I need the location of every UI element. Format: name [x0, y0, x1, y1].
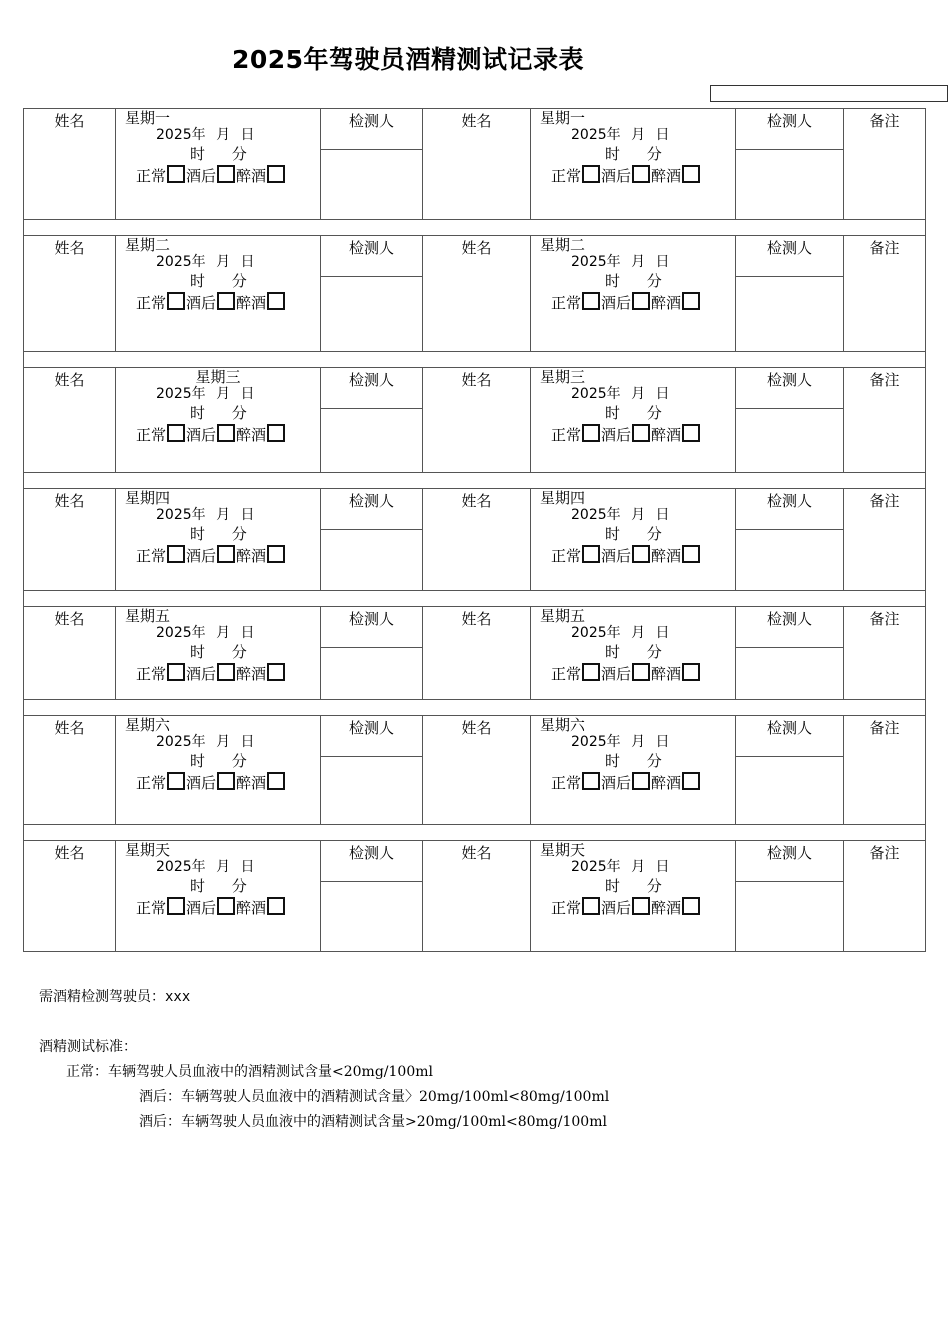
inspector-sign-cell[interactable]	[736, 882, 844, 952]
inspector-label: 检测人	[348, 112, 394, 130]
weekday-label: 星期二	[125, 236, 171, 254]
remark-cell	[844, 841, 926, 952]
standard-after-drink-line	[139, 1086, 609, 1106]
status-line	[116, 895, 320, 921]
status-line	[531, 770, 735, 796]
test-info-cell[interactable]	[531, 236, 736, 352]
date-line: 2025年 月 日	[571, 859, 670, 875]
inspector-header-cell	[736, 109, 844, 150]
drunk-checkbox[interactable]	[682, 165, 700, 183]
status-line	[531, 290, 735, 316]
time-line: 时 分	[190, 752, 247, 770]
driver-line	[39, 986, 190, 1006]
status-line	[116, 422, 320, 448]
normal-label: 正常	[551, 167, 582, 185]
normal-checkbox[interactable]	[167, 663, 185, 681]
name-header-cell	[24, 236, 116, 352]
date-line: 2025年 月 日	[571, 127, 670, 143]
inspector-sign-cell[interactable]	[736, 409, 844, 473]
normal-checkbox[interactable]	[582, 897, 600, 915]
drunk-checkbox[interactable]	[267, 424, 285, 442]
after-drink-label: 酒后	[186, 167, 217, 185]
document-number-field[interactable]	[710, 85, 948, 102]
drunk-checkbox[interactable]	[682, 292, 700, 310]
test-info-cell[interactable]	[116, 716, 321, 825]
drunk-label: 醉酒	[236, 426, 267, 444]
drunk-checkbox[interactable]	[682, 897, 700, 915]
standard-drunk-value: >20mg/100ml<80mg/100ml	[405, 1114, 607, 1130]
inspector-label: 检测人	[766, 371, 812, 389]
row-spacer	[24, 220, 926, 236]
drunk-label: 醉酒	[236, 167, 267, 185]
normal-checkbox[interactable]	[582, 772, 600, 790]
after-drink-checkbox[interactable]	[217, 663, 235, 681]
remark-label: 备注	[869, 719, 900, 737]
name-label: 姓名	[461, 610, 492, 628]
drunk-checkbox[interactable]	[267, 545, 285, 563]
time-line: 时 分	[605, 643, 662, 661]
normal-checkbox[interactable]	[167, 545, 185, 563]
driver-label: 需酒精检测驾驶员：	[39, 989, 165, 1005]
drunk-label: 醉酒	[236, 899, 267, 917]
page-title: 2025年驾驶员酒精测试记录表	[231, 45, 585, 74]
normal-label: 正常	[136, 547, 167, 565]
inspector-sign-cell[interactable]	[736, 277, 844, 352]
record-row	[24, 368, 926, 409]
weekday-label: 星期五	[125, 607, 171, 625]
record-row	[24, 841, 926, 882]
remark-cell	[844, 607, 926, 700]
inspector-label: 检测人	[348, 239, 394, 257]
name-label: 姓名	[461, 719, 492, 737]
name-label: 姓名	[461, 371, 492, 389]
after-drink-checkbox[interactable]	[632, 663, 650, 681]
normal-label: 正常	[136, 294, 167, 312]
name-label: 姓名	[461, 112, 492, 130]
after-drink-label: 酒后	[601, 547, 632, 565]
name-header-cell	[423, 716, 531, 825]
time-line: 时 分	[190, 145, 247, 163]
normal-label: 正常	[136, 665, 167, 683]
name-header-cell	[423, 236, 531, 352]
normal-label: 正常	[551, 665, 582, 683]
drunk-checkbox[interactable]	[267, 165, 285, 183]
inspector-sign-cell[interactable]	[321, 648, 423, 700]
inspector-sign-cell[interactable]	[321, 757, 423, 825]
after-drink-label: 酒后	[186, 665, 217, 683]
after-drink-label: 酒后	[186, 294, 217, 312]
remark-label: 备注	[869, 844, 900, 862]
after-drink-checkbox[interactable]	[632, 165, 650, 183]
inspector-header-cell	[321, 368, 423, 409]
after-drink-checkbox[interactable]	[632, 424, 650, 442]
status-line	[531, 422, 735, 448]
after-drink-checkbox[interactable]	[632, 772, 650, 790]
drunk-label: 醉酒	[651, 426, 682, 444]
date-line: 2025年 月 日	[156, 127, 255, 143]
after-drink-label: 酒后	[601, 294, 632, 312]
time-line: 时 分	[190, 272, 247, 290]
row-spacer	[24, 352, 926, 368]
after-drink-checkbox[interactable]	[632, 897, 650, 915]
drunk-label: 醉酒	[651, 294, 682, 312]
inspector-sign-cell[interactable]	[736, 757, 844, 825]
inspector-sign-cell[interactable]	[736, 648, 844, 700]
test-info-cell[interactable]	[116, 841, 321, 952]
inspector-header-cell	[321, 716, 423, 757]
standard-after-drink-value: 〉20mg/100ml<80mg/100ml	[405, 1089, 610, 1105]
after-drink-label: 酒后	[186, 774, 217, 792]
normal-label: 正常	[551, 294, 582, 312]
weekday-label: 星期一	[540, 109, 586, 127]
inspector-label: 检测人	[348, 371, 394, 389]
standard-drunk-label: 酒后：车辆驾驶人员血液中的酒精测试含量	[139, 1114, 405, 1130]
name-header-cell	[423, 489, 531, 591]
drunk-checkbox[interactable]	[682, 424, 700, 442]
name-label: 姓名	[54, 492, 85, 510]
inspector-header-cell	[321, 841, 423, 882]
row-spacer	[24, 473, 926, 489]
inspector-label: 检测人	[766, 239, 812, 257]
remark-cell	[844, 236, 926, 352]
date-line: 2025年 月 日	[156, 386, 255, 402]
weekday-label: 星期六	[540, 716, 586, 734]
date-line: 2025年 月 日	[571, 386, 670, 402]
time-line: 时 分	[190, 404, 247, 422]
inspector-label: 检测人	[766, 492, 812, 510]
record-row	[24, 236, 926, 277]
drunk-checkbox[interactable]	[267, 772, 285, 790]
after-drink-checkbox[interactable]	[217, 772, 235, 790]
test-info-cell[interactable]	[116, 607, 321, 700]
normal-checkbox[interactable]	[167, 772, 185, 790]
inspector-header-cell	[321, 109, 423, 150]
name-header-cell	[423, 841, 531, 952]
status-line	[116, 661, 320, 687]
date-line: 2025年 月 日	[156, 859, 255, 875]
after-drink-label: 酒后	[601, 899, 632, 917]
test-info-cell[interactable]	[116, 368, 321, 473]
after-drink-label: 酒后	[186, 547, 217, 565]
drunk-checkbox[interactable]	[682, 545, 700, 563]
remark-label: 备注	[869, 239, 900, 257]
date-line: 2025年 月 日	[156, 625, 255, 641]
inspector-sign-cell[interactable]	[321, 530, 423, 591]
drunk-label: 醉酒	[651, 665, 682, 683]
remark-label: 备注	[869, 610, 900, 628]
normal-checkbox[interactable]	[582, 663, 600, 681]
name-header-cell	[24, 489, 116, 591]
inspector-sign-cell[interactable]	[736, 150, 844, 220]
inspector-sign-cell[interactable]	[321, 150, 423, 220]
normal-checkbox[interactable]	[167, 897, 185, 915]
normal-label: 正常	[551, 426, 582, 444]
test-info-cell[interactable]	[531, 841, 736, 952]
weekday-label: 星期天	[540, 841, 586, 859]
drunk-checkbox[interactable]	[267, 663, 285, 681]
inspector-label: 检测人	[766, 844, 812, 862]
record-row	[24, 109, 926, 150]
after-drink-label: 酒后	[601, 167, 632, 185]
standard-normal-value: <20mg/100ml	[332, 1064, 433, 1080]
name-header-cell	[423, 607, 531, 700]
time-line: 时 分	[605, 404, 662, 422]
status-line	[116, 770, 320, 796]
normal-checkbox[interactable]	[167, 292, 185, 310]
drunk-label: 醉酒	[236, 774, 267, 792]
after-drink-label: 酒后	[601, 426, 632, 444]
inspector-header-cell	[321, 607, 423, 648]
after-drink-label: 酒后	[186, 899, 217, 917]
record-row	[24, 716, 926, 757]
time-line: 时 分	[605, 145, 662, 163]
name-label: 姓名	[461, 492, 492, 510]
normal-checkbox[interactable]	[582, 424, 600, 442]
drunk-checkbox[interactable]	[682, 772, 700, 790]
after-drink-checkbox[interactable]	[217, 897, 235, 915]
inspector-label: 检测人	[766, 719, 812, 737]
remark-cell	[844, 109, 926, 220]
name-header-cell	[423, 368, 531, 473]
test-info-cell[interactable]	[531, 607, 736, 700]
inspector-header-cell	[736, 368, 844, 409]
drunk-label: 醉酒	[236, 294, 267, 312]
row-spacer	[24, 591, 926, 607]
status-line	[116, 163, 320, 189]
test-info-cell[interactable]	[531, 109, 736, 220]
row-spacer	[24, 700, 926, 716]
inspector-sign-cell[interactable]	[736, 530, 844, 591]
remark-label: 备注	[869, 112, 900, 130]
weekday-label: 星期一	[125, 109, 171, 127]
normal-label: 正常	[136, 899, 167, 917]
normal-label: 正常	[551, 774, 582, 792]
standard-normal-label: 正常：车辆驾驶人员血液中的酒精测试含量	[66, 1064, 332, 1080]
date-line: 2025年 月 日	[571, 507, 670, 523]
normal-label: 正常	[136, 426, 167, 444]
remark-cell	[844, 716, 926, 825]
normal-label: 正常	[136, 774, 167, 792]
inspector-label: 检测人	[348, 844, 394, 862]
after-drink-checkbox[interactable]	[217, 165, 235, 183]
weekday-label: 星期五	[540, 607, 586, 625]
record-row	[24, 607, 926, 648]
name-header-cell	[24, 109, 116, 220]
weekday-label: 星期天	[125, 841, 171, 859]
drunk-checkbox[interactable]	[267, 897, 285, 915]
after-drink-label: 酒后	[601, 774, 632, 792]
inspector-label: 检测人	[766, 112, 812, 130]
after-drink-label: 酒后	[186, 426, 217, 444]
weekday-label: 星期三	[195, 368, 241, 386]
weekday-label: 星期四	[540, 489, 586, 507]
inspector-header-cell	[736, 236, 844, 277]
inspector-header-cell	[736, 489, 844, 530]
inspector-header-cell	[736, 841, 844, 882]
normal-checkbox[interactable]	[167, 165, 185, 183]
date-line: 2025年 月 日	[571, 734, 670, 750]
row-spacer	[24, 825, 926, 841]
standard-after-drink-label: 酒后：车辆驾驶人员血液中的酒精测试含量	[139, 1089, 405, 1105]
status-line	[531, 661, 735, 687]
date-line: 2025年 月 日	[156, 254, 255, 270]
name-label: 姓名	[54, 719, 85, 737]
name-header-cell	[24, 368, 116, 473]
name-label: 姓名	[54, 844, 85, 862]
remark-cell	[844, 368, 926, 473]
normal-checkbox[interactable]	[582, 292, 600, 310]
inspector-label: 检测人	[766, 610, 812, 628]
name-label: 姓名	[54, 239, 85, 257]
drunk-label: 醉酒	[236, 547, 267, 565]
status-line	[116, 543, 320, 569]
status-line	[116, 290, 320, 316]
standard-title: 酒精测试标准：	[39, 1039, 137, 1055]
drunk-label: 醉酒	[651, 774, 682, 792]
inspector-header-cell	[321, 489, 423, 530]
name-header-cell	[24, 716, 116, 825]
record-table	[23, 108, 926, 952]
date-line: 2025年 月 日	[156, 507, 255, 523]
drunk-label: 醉酒	[651, 547, 682, 565]
time-line: 时 分	[190, 525, 247, 543]
name-label: 姓名	[461, 844, 492, 862]
inspector-label: 检测人	[348, 492, 394, 510]
name-label: 姓名	[54, 112, 85, 130]
test-info-cell[interactable]	[116, 109, 321, 220]
time-line: 时 分	[190, 877, 247, 895]
time-line: 时 分	[605, 877, 662, 895]
status-line	[531, 163, 735, 189]
drunk-label: 醉酒	[651, 899, 682, 917]
normal-label: 正常	[551, 899, 582, 917]
weekday-label: 星期四	[125, 489, 171, 507]
drunk-label: 醉酒	[651, 167, 682, 185]
normal-checkbox[interactable]	[167, 424, 185, 442]
test-info-cell[interactable]	[531, 368, 736, 473]
time-line: 时 分	[605, 752, 662, 770]
after-drink-checkbox[interactable]	[217, 545, 235, 563]
normal-checkbox[interactable]	[582, 545, 600, 563]
date-line: 2025年 月 日	[156, 734, 255, 750]
test-info-cell[interactable]	[531, 716, 736, 825]
remark-label: 备注	[869, 492, 900, 510]
name-label: 姓名	[54, 371, 85, 389]
after-drink-label: 酒后	[601, 665, 632, 683]
driver-value: xxx	[165, 989, 191, 1005]
status-line	[531, 543, 735, 569]
weekday-label: 星期三	[540, 368, 586, 386]
standard-normal-line	[66, 1061, 433, 1081]
name-header-cell	[24, 841, 116, 952]
remark-cell	[844, 489, 926, 591]
normal-label: 正常	[136, 167, 167, 185]
name-label: 姓名	[54, 610, 85, 628]
test-info-cell[interactable]	[116, 489, 321, 591]
inspector-header-cell	[736, 716, 844, 757]
inspector-sign-cell[interactable]	[321, 882, 423, 952]
weekday-label: 星期二	[540, 236, 586, 254]
inspector-header-cell	[736, 607, 844, 648]
after-drink-checkbox[interactable]	[632, 292, 650, 310]
time-line: 时 分	[605, 525, 662, 543]
after-drink-checkbox[interactable]	[217, 424, 235, 442]
name-label: 姓名	[461, 239, 492, 257]
test-info-cell[interactable]	[116, 236, 321, 352]
drunk-checkbox[interactable]	[267, 292, 285, 310]
name-header-cell	[423, 109, 531, 220]
drunk-checkbox[interactable]	[682, 663, 700, 681]
inspector-sign-cell[interactable]	[321, 277, 423, 352]
date-line: 2025年 月 日	[571, 625, 670, 641]
after-drink-checkbox[interactable]	[217, 292, 235, 310]
standard-drunk-line	[139, 1111, 607, 1131]
status-line	[531, 895, 735, 921]
record-row	[24, 489, 926, 530]
after-drink-checkbox[interactable]	[632, 545, 650, 563]
time-line: 时 分	[605, 272, 662, 290]
inspector-label: 检测人	[348, 719, 394, 737]
name-header-cell	[24, 607, 116, 700]
drunk-label: 醉酒	[236, 665, 267, 683]
inspector-label: 检测人	[348, 610, 394, 628]
normal-label: 正常	[551, 547, 582, 565]
weekday-label: 星期六	[125, 716, 171, 734]
inspector-sign-cell[interactable]	[321, 409, 423, 473]
normal-checkbox[interactable]	[582, 165, 600, 183]
remark-label: 备注	[869, 371, 900, 389]
date-line: 2025年 月 日	[571, 254, 670, 270]
test-info-cell[interactable]	[531, 489, 736, 591]
inspector-header-cell	[321, 236, 423, 277]
time-line: 时 分	[190, 643, 247, 661]
